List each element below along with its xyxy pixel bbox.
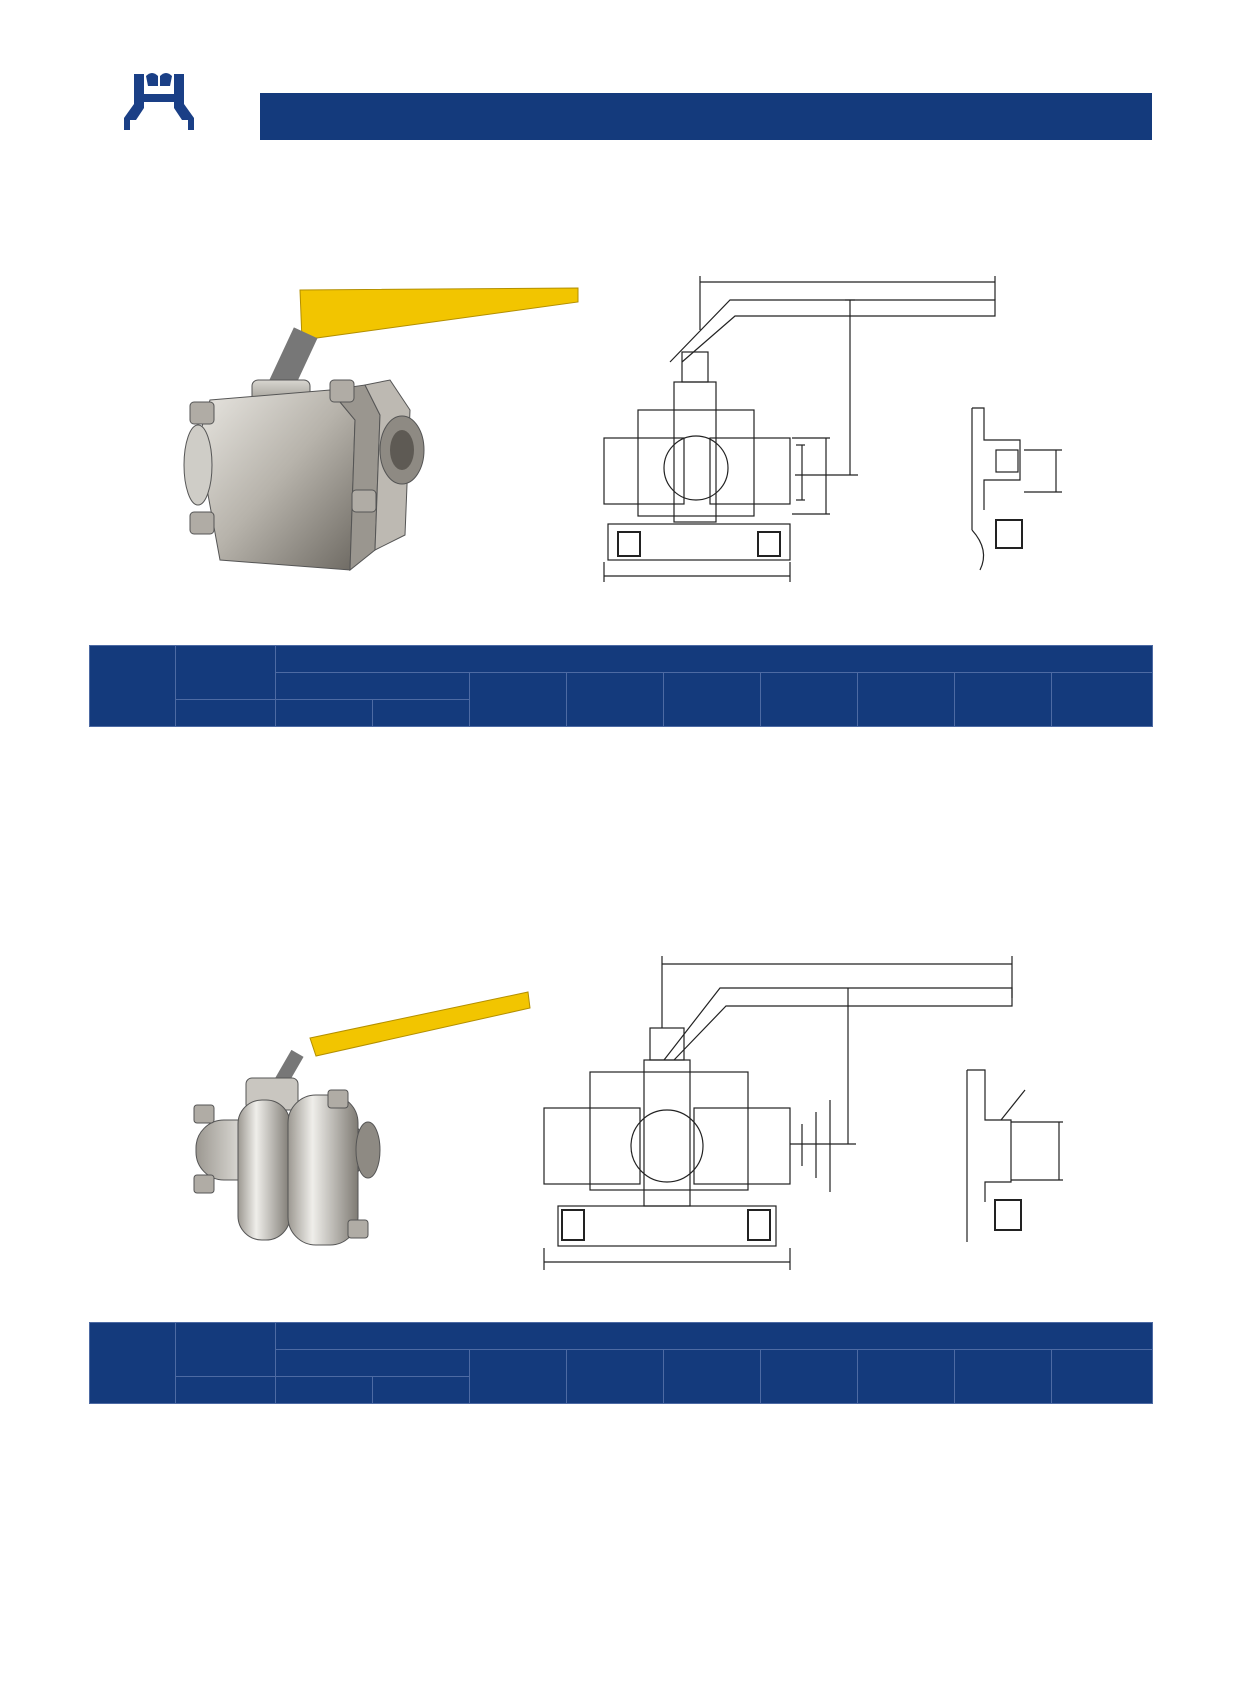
header-d	[470, 673, 567, 727]
header-blank	[176, 700, 276, 727]
ball-valve-photo-2	[178, 990, 538, 1270]
header-NPT-2	[858, 1350, 955, 1404]
header-size	[176, 646, 276, 700]
header-W	[761, 673, 858, 727]
header-L-thread	[276, 700, 373, 727]
header-dimensions	[276, 646, 1153, 673]
valve-drawing-threaded	[590, 270, 1020, 590]
header-L-2	[276, 1350, 470, 1377]
dimension-table-1	[89, 645, 1153, 727]
ball-valve-photo-1	[180, 280, 580, 590]
header-b-2	[1052, 1350, 1153, 1404]
header-size-2	[176, 1323, 276, 1377]
socket-weld-detail-drawing	[960, 400, 1070, 580]
header-L-socket-2	[373, 1377, 470, 1404]
header-d-2	[470, 1350, 567, 1404]
header-NPT	[858, 673, 955, 727]
dimension-table-2	[89, 1322, 1153, 1404]
header-blank-2	[176, 1377, 276, 1404]
header-D-2	[567, 1350, 664, 1404]
header-b	[1052, 673, 1153, 727]
header-L	[276, 673, 470, 700]
header-D1	[955, 673, 1052, 727]
header-L-thread-2	[276, 1377, 373, 1404]
header-W-2	[761, 1350, 858, 1404]
page-title-bar	[260, 93, 1152, 140]
brand-logo	[86, 68, 231, 163]
header-pressure-2	[90, 1323, 176, 1404]
header-D1-2	[955, 1350, 1052, 1404]
header-H	[664, 673, 761, 727]
header-pressure	[90, 646, 176, 727]
header-H-2	[664, 1350, 761, 1404]
valve-drawing-socket-weld	[540, 948, 1020, 1278]
header-dimensions-2	[276, 1323, 1153, 1350]
header-D	[567, 673, 664, 727]
header-L-socket	[373, 700, 470, 727]
threaded-detail-drawing	[955, 1062, 1075, 1252]
